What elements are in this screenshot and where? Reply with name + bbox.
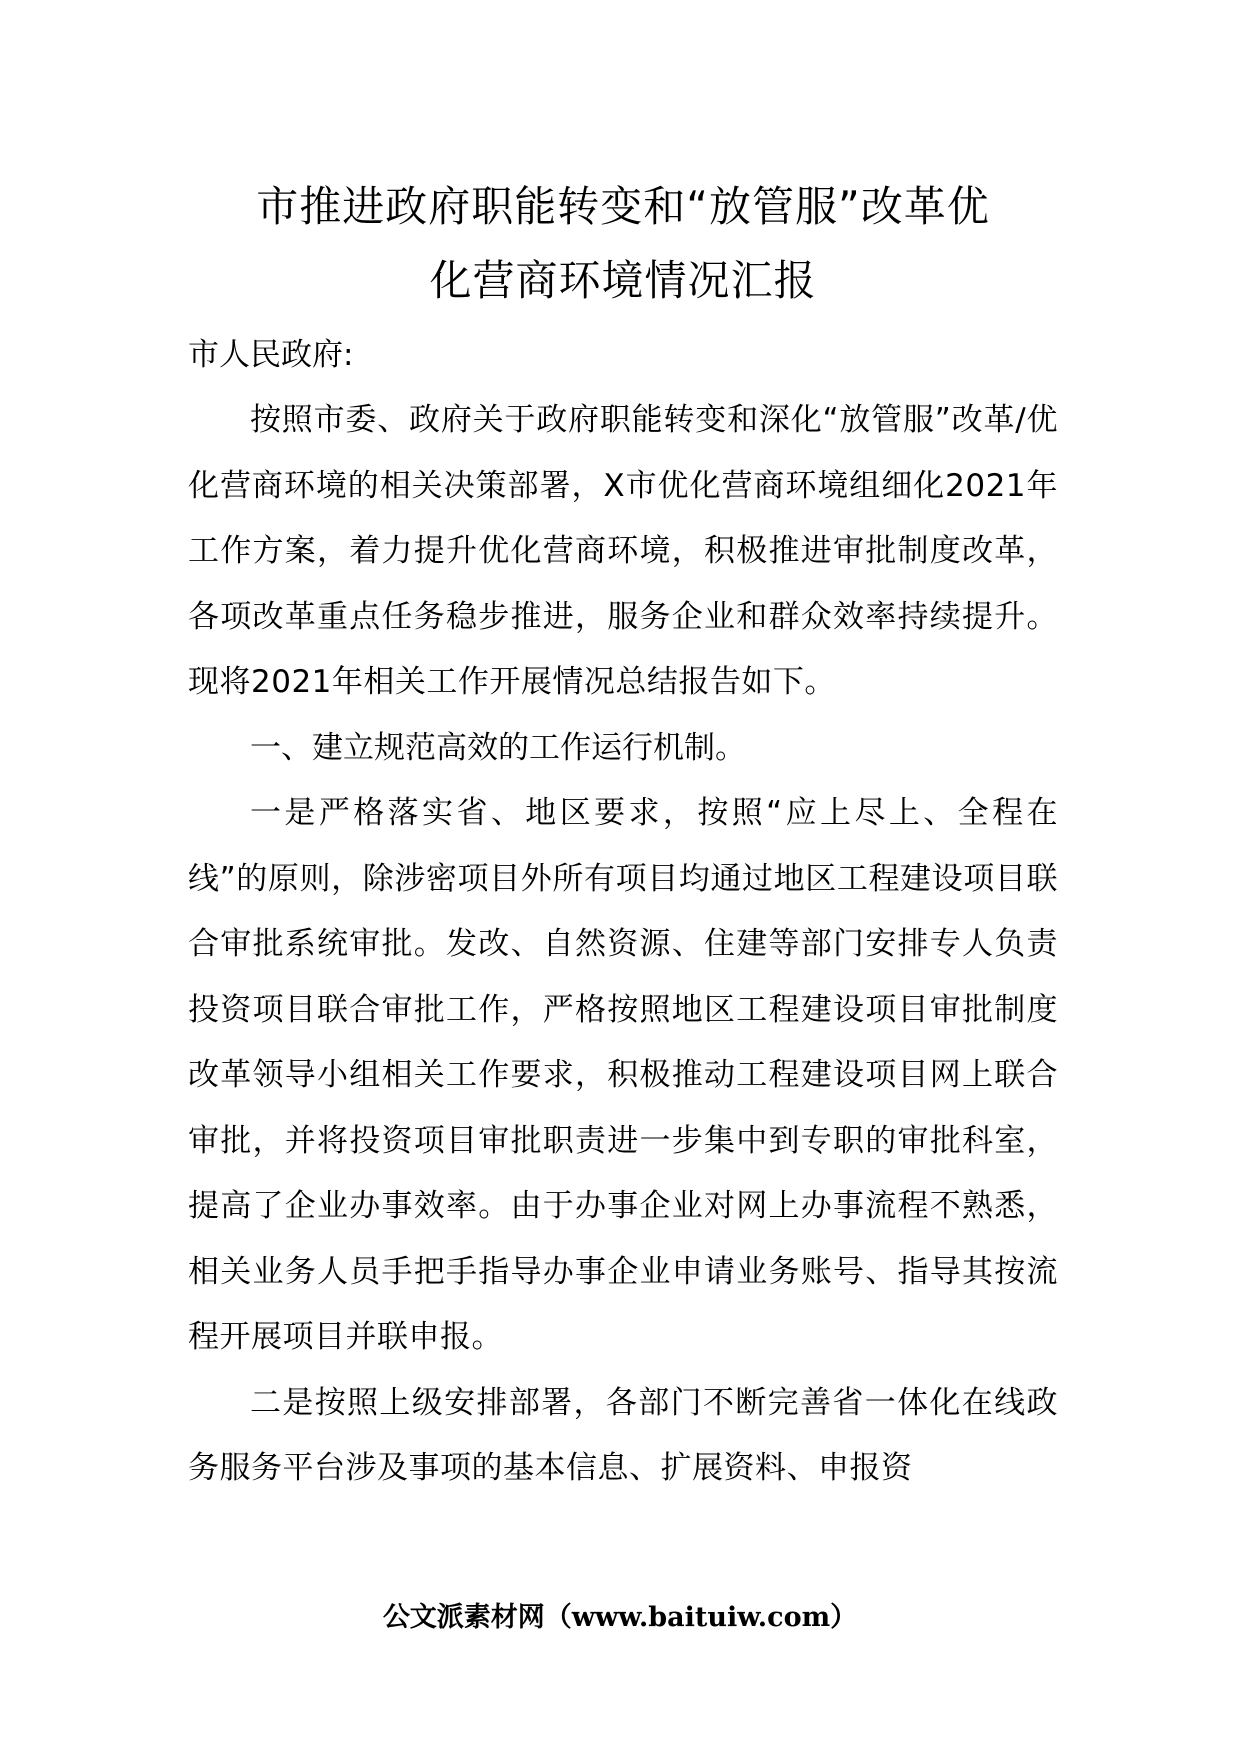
paragraph-point-1: 一是严格落实省、地区要求，按照“应上尽上、全程在线”的原则，除涉密项目外所有项目均通过地区工程建设项目联合审批系统审批。发改、自然资源、住建等部门安排专人负责投资项目联合审批工作，严格按照地区工程建设项目审批制度改革领导小组相关工作要求，积极推动工程建设项目网上联合审批，并将投资项目审批职责进一步集中到专职的审批科室，提高了企业办事效率。由于办事企业对网上办事流程不熟悉，相关业务人员手把手指导办事企业申请业务账号、指导其按流程开展项目并联申报。 (188, 795, 1058, 1355)
section-heading-1: 一、建立规范高效的工作运行机制。 (250, 729, 746, 766)
title-line-2: 化营商环境情况汇报 (429, 256, 817, 305)
paragraph-point-2: 二是按照上级安排部署，各部门不断完善省一体化在线政务服务平台涉及事项的基本信息、扩展资料、申报资 (188, 1384, 1058, 1486)
document-title (188, 170, 1058, 318)
title-line-1: 市推进政府职能转变和“放管服”改革优 (256, 182, 990, 231)
document-body (188, 170, 1058, 1502)
salutation: 市人民政府: (188, 337, 354, 373)
paragraph-intro: 按照市委、政府关于政府职能转变和深化“放管服”改革/优化营商环境的相关决策部署，X市优化营商环境组细化2021年工作方案，着力提升优化营商环境，积极推进审批制度改革，各项改革重点任务稳步推进，服务企业和群众效率持续提升。现将2021年相关工作开展情况总结报告如下。 (188, 402, 1058, 700)
footer-watermark: 公文派素材网（www.baituiw.com） (382, 1602, 858, 1633)
